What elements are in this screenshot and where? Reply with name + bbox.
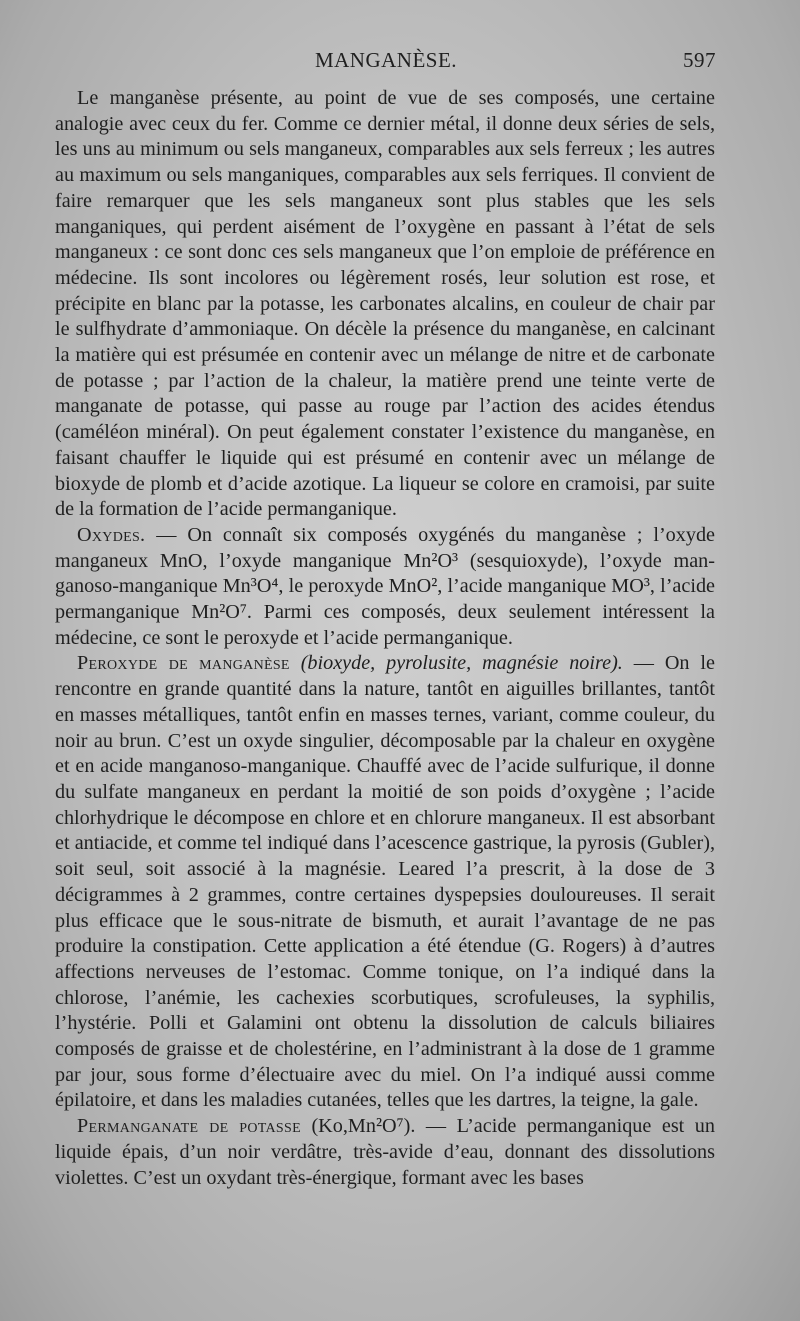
paragraph-text: — On le rencontre en grande quantité dans la nature, tantôt en aiguilles brillantes, tantôt en masses métalliques, tantôt enfin en masses ternes, variant, comme couleur, du noir au brun. C’est un oxyde singulier, décomposable par la chaleur en oxygène et en acide manganoso-manganique. Chauffé avec de l’acide sulfurique, il donne du sulfate manganeux en perdant la moitié de son poids d’oxygène ; l’acide chlorhydrique le décompose en chlore et en chlorure manganeux. Il est absorbant et antiacide, et comme tel indiqué dans l’acescence gastrique, la pyrosis (Gubler), soit seul, soit associé à la magnésie. Leared l’a prescrit, à la dose de 3 décigrammes à 2 grammes, contre certaines dyspepsies douloureuses. Il serait plus efficace que le sous-nitrate de bismuth, et aurait l’avantage de ne pas produire la constipation. Cette application a été étendue (G. Rogers) à d’autres affections nerveuses de l’estomac. Comme tonique, on l’a indiqué dans la chlorose, l’anémie, les cachexies scorbutiques, scrofuleuses, la syphilis, l’hystérie. Polli et Galamini ont obtenu la dissolution de calculs biliaires composés de graisse et de cholestérine, en l’administrant à la dose de 1 gramme par jour, sous forme d’électuaire avec du miel. On l’a indiqué aussi comme épilatoire, et dans les maladies cutanées, telles que les dartres, la teigne, la gale. bbox=[55, 652, 716, 1112]
paragraph-text: — On connaît six composés oxygénés du manganèse ; l’oxyde manganeux MnO, l’oxyde manganique Mn²O³ (sesquioxyde), l’oxyde manganoso-manganique Mn³O⁴, le peroxyde MnO², l’acide manganique MO³, l’acide permanganique Mn²O⁷. Parmi ces composés, deux seulement intéressent la médecine, ce sont le peroxyde et l’acide permanganique. bbox=[55, 523, 715, 649]
running-head bbox=[56, 48, 716, 74]
body-text bbox=[55, 86, 715, 1191]
paragraph-intro bbox=[55, 86, 715, 523]
paragraph-text: Le manganèse présente, au point de vue de ses composés, une certaine analogie avec ceux du fer. Comme ce dernier métal, il donne deux séries de sels, les uns au minimum ou sels manganeux, comparables aux sels ferreux ; les autres au maximum ou sels manganiques, comparables aux sels ferriques. Il convient de faire remarquer que les sels manganeux sont plus stables que les sels manganiques, qui perdent aisément de l’oxygène en passant à l’état de sels manganeux : ce sont donc ces sels manganeux que l’on emploie de préférence en médecine. Ils sont incolores ou légèrement rosés, leur solution est rose, et précipite en blanc par la potasse, les carbonates alcalins, en couleur de chair par le sulfhydrate d’ammoniaque. On décèle la présence du manganèse, en calcinant la matière qui est présumée en contenir avec un mélange de nitre et de carbonate de potasse ; par l’action de la chaleur, la matière prend une teinte verte de manganate de potasse, qui passe au rouge par l’action des acides étendus (caméléon minéral). On peut également constater l’existence du manganèse, en faisant chauffer le liquide qui est présumé en contenir avec un mélange de bioxyde de plomb et d’acide azotique. La liqueur se colore en cramoisi, par suite de la formation de l’acide permanganique. bbox=[55, 87, 715, 521]
paragraph-oxydes bbox=[55, 523, 715, 652]
section-formula: (Ko,Mn²O⁷). bbox=[311, 1115, 416, 1138]
section-lead: Permanganate de potasse bbox=[77, 1115, 301, 1138]
running-title: MANGANÈSE. bbox=[314, 48, 458, 72]
paragraph-text: — L’acide permanganique est un liquide épais, d’un noir verdâtre, très-avide d’eau, donnant des dissolutions violettes. C’est un oxydant très-énergique, formant avec les bases bbox=[55, 1115, 715, 1189]
section-lead: Oxydes. bbox=[77, 523, 146, 546]
section-synonyms: (bioxyde, pyrolusite, magnésie noire). bbox=[300, 652, 623, 675]
section-lead: Peroxyde de manganèse bbox=[77, 652, 290, 675]
paragraph-peroxyde bbox=[55, 651, 715, 1114]
paragraph-permanganate bbox=[55, 1114, 715, 1191]
page-number: 597 bbox=[683, 48, 716, 72]
